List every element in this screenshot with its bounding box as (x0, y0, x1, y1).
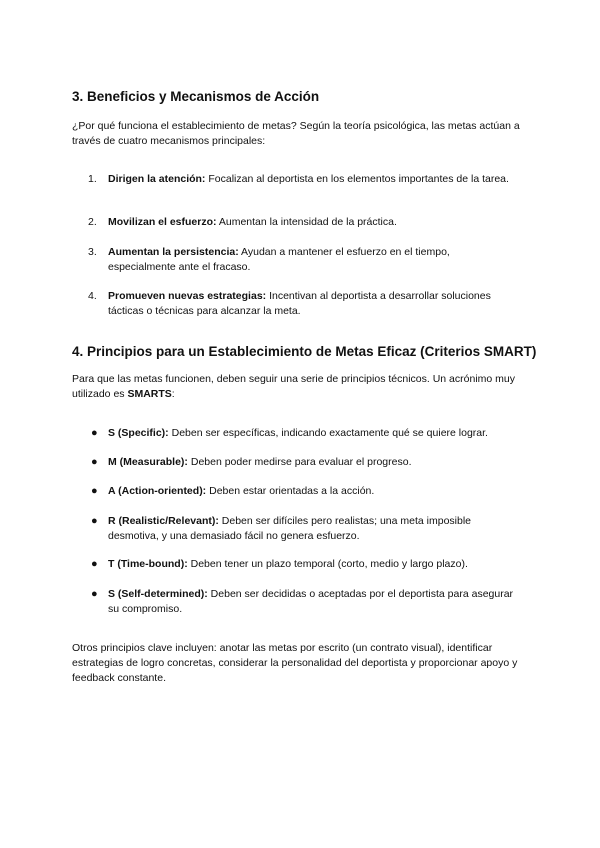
list-marker: 1. (88, 173, 97, 185)
list-item-term: Movilizan el esfuerzo: (108, 216, 217, 228)
list-item-text: Deben ser difíciles pero realistas; una meta imposible desmotiva, y una demasiado fácil no genera esfuerzo. (108, 515, 471, 542)
list-item-text: Deben ser específicas, indicando exactamente qué se quiere lograr. (168, 427, 488, 439)
list-marker: 2. (88, 216, 97, 228)
list-item-term: Aumentan la persistencia: (108, 246, 239, 258)
list-item-term: Promueven nuevas estrategias: (108, 290, 267, 302)
list-item (108, 557, 518, 572)
list-item-text: Deben tener un plazo temporal (corto, medio y largo plazo). (187, 558, 468, 570)
list-item (108, 514, 518, 544)
section-4-heading: 4. Principios para un Establecimiento de Metas Eficaz (Criterios SMART) (72, 344, 537, 359)
list-item (108, 426, 518, 441)
list-item-text: Deben poder medirse para evaluar el progreso. (187, 456, 412, 468)
closing-paragraph: Otros principios clave incluyen: anotar las metas por escrito (un contrato visual), identificar estrategias de logro concretas, considerar la personalidad del deportista y proporcionar apoyo y feedback constante. (72, 642, 518, 684)
bullet-icon: ● (91, 588, 98, 600)
list-item-term: T (Time-bound): (108, 558, 188, 570)
list-item-text: Deben estar orientadas a la acción. (206, 485, 375, 497)
list-item-term: Dirigen la atención: (108, 173, 206, 185)
list-item-term: A (Action-oriented): (108, 485, 207, 497)
list-item-term: M (Measurable): (108, 456, 188, 468)
list-item (108, 215, 518, 230)
intro-text: Para que las metas funcionen, deben seguir una serie de principios técnicos. Un acrónimo muy utilizado es (72, 373, 515, 400)
bullet-icon: ● (91, 558, 98, 570)
list-item-term: R (Realistic/Relevant): (108, 515, 219, 527)
list-item-text: Ayudan a mantener el esfuerzo en el tiempo, especialmente ante el fracaso. (108, 246, 450, 273)
bullet-icon: ● (91, 515, 98, 527)
list-item-text: Focalizan al deportista en los elementos importantes de la tarea. (205, 173, 509, 185)
bullet-icon: ● (91, 456, 98, 468)
list-item (108, 289, 518, 319)
list-marker: 4. (88, 290, 97, 302)
list-item (108, 587, 518, 617)
section-3-intro: ¿Por qué funciona el establecimiento de metas? Según la teoría psicológica, las metas actúan a través de cuatro mecanismos principales: (72, 120, 520, 147)
list-item (108, 172, 518, 187)
list-item-text: Incentivan al deportista a desarrollar soluciones tácticas o técnicas para alcanzar la meta. (108, 290, 491, 317)
intro-colon: : (171, 388, 175, 400)
list-item-text: Deben ser decididas o aceptadas por el deportista para asegurar su compromiso. (108, 588, 514, 615)
bullet-icon: ● (91, 485, 98, 497)
list-item (108, 484, 518, 499)
list-item-term: S (Self-determined): (108, 588, 208, 600)
list-item (108, 245, 518, 275)
list-item-text: Aumentan la intensidad de la práctica. (216, 216, 397, 228)
section-3-heading: 3. Beneficios y Mecanismos de Acción (72, 89, 320, 104)
list-item-term: S (Specific): (108, 427, 169, 439)
section-4-intro (72, 372, 532, 402)
list-marker: 3. (88, 246, 97, 258)
list-item (108, 455, 518, 470)
bullet-icon: ● (91, 427, 98, 439)
acronym: SMARTS (127, 388, 172, 400)
